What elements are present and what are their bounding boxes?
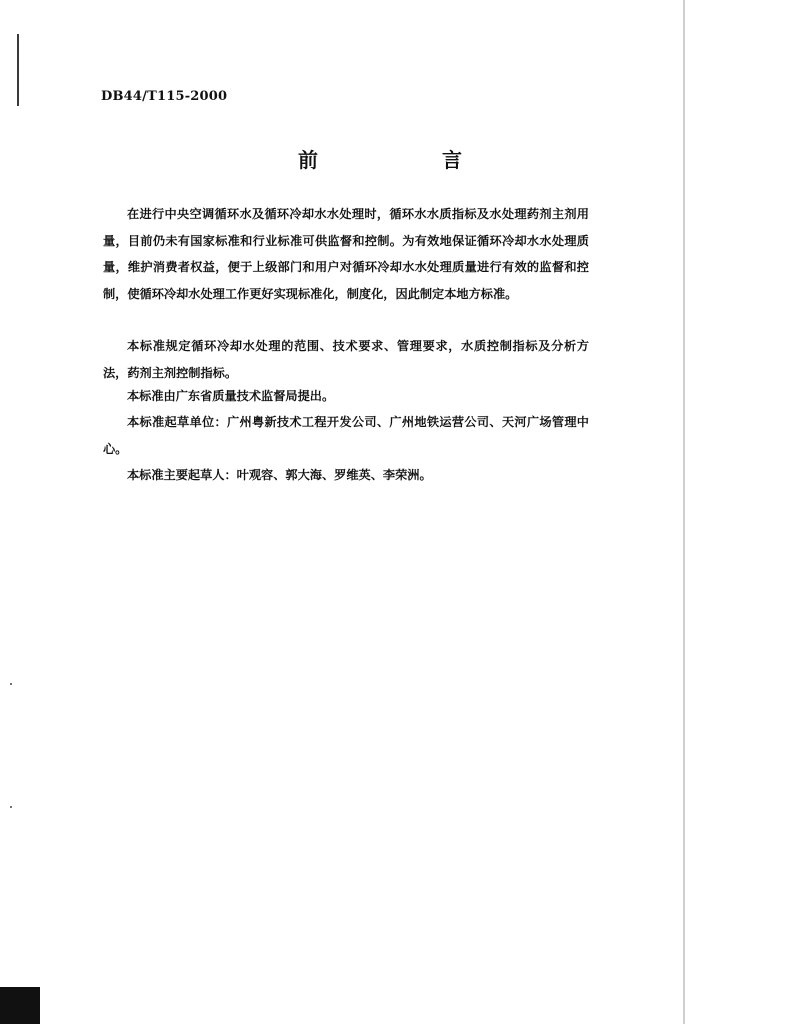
paragraph-2: 本标准规定循环冷却水处理的范围、技术要求、管理要求，水质控制指标及分析方法，药剂主剂控制指标。 xyxy=(103,339,589,380)
document-code: DB44/T115-2000 xyxy=(101,89,228,104)
paragraph-4: 本标准起草单位：广州粤新技术工程开发公司、广州地铁运营公司、天河广场管理中心。 xyxy=(103,415,589,456)
page-right-edge xyxy=(683,0,685,1024)
scan-speck xyxy=(10,806,12,808)
paragraph-3: 本标准由广东省质量技术监督局提出。 xyxy=(127,389,335,403)
paragraph-5: 本标准主要起草人：叶观容、郭大海、罗维英、李荣洲。 xyxy=(127,468,432,482)
paragraph-1: 在进行中央空调循环水及循环冷却水水处理时，循环水水质指标及水处理药剂主剂用量，目前仍未有国家标准和行业标准可供监督和控制。为有效地保证循环冷却水水处理质量，维护消费者权益，便于上级部门和用户对循环冷却水水处理质量进行有效的监督和控制，使循环冷却水处理工作更好实现标准化，制度化，因此制定本地方标准。 xyxy=(103,207,589,301)
margin-rule xyxy=(17,34,19,106)
page-title: 前 言 xyxy=(298,148,514,172)
scan-corner-mark xyxy=(0,987,40,1024)
scan-speck xyxy=(10,683,12,685)
